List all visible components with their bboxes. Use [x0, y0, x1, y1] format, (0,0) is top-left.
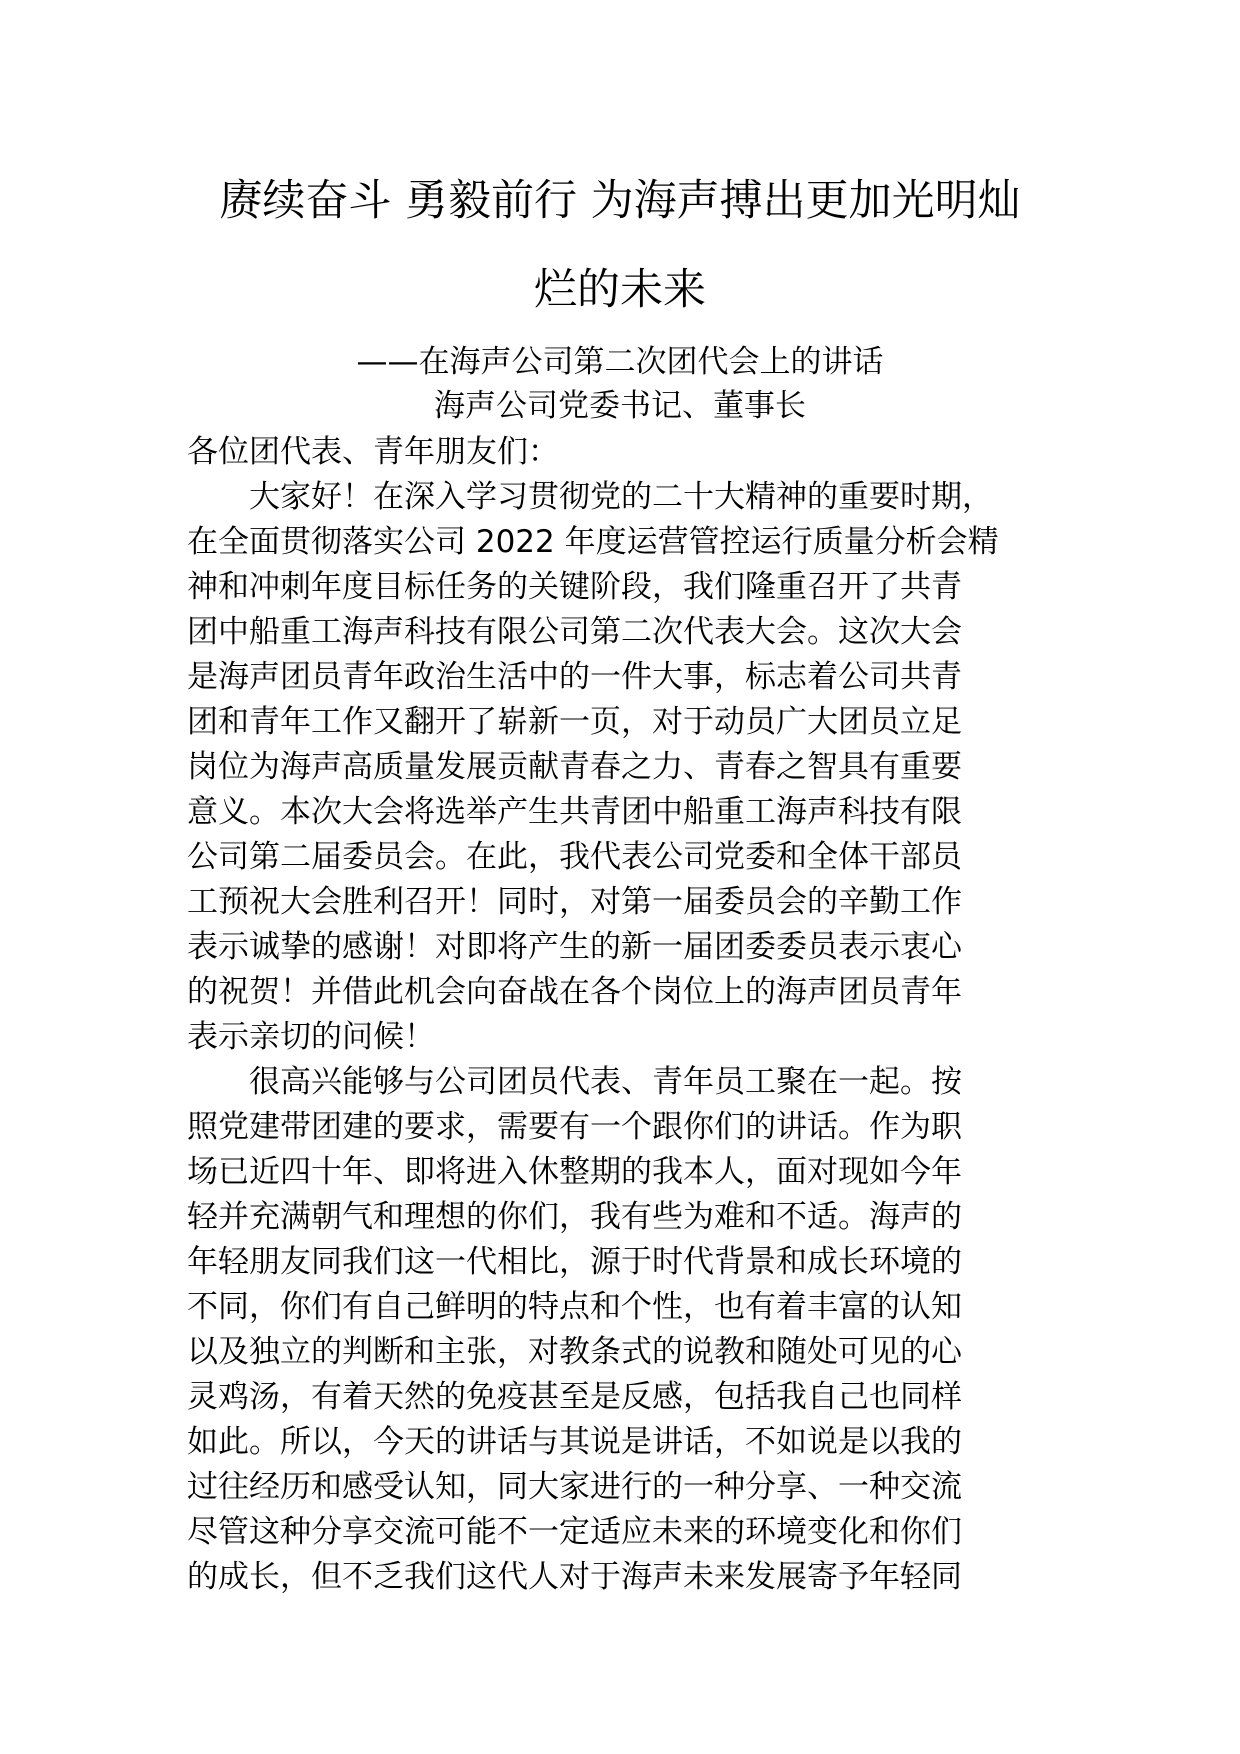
body-line: 岗位为海声高质量发展贡献青春之力、青春之智具有重要	[187, 749, 962, 785]
body-line: 以及独立的判断和主张，对教条式的说教和随处可见的心	[187, 1334, 962, 1370]
body-line: 照党建带团建的要求，需要有一个跟你们的讲话。作为职	[187, 1109, 962, 1145]
salutation: 各位团代表、青年朋友们：	[187, 434, 559, 470]
body-line: 表示亲切的问候！	[187, 1019, 435, 1055]
body-line: 意义。本次大会将选举产生共青团中船重工海声科技有限	[187, 794, 962, 830]
body-line: 表示诚挚的感谢！对即将产生的新一届团委委员表示衷心	[187, 929, 962, 965]
title-line-2: 烂的未来	[534, 265, 706, 315]
body-line: 在全面贯彻落实公司 2022 年度运营管控运行质量分析会精	[187, 524, 999, 560]
title-line-1: 赓续奋斗 勇毅前行 为海声搏出更加光明灿	[219, 176, 1021, 226]
body-line: 大家好！在深入学习贯彻党的二十大精神的重要时期，	[187, 479, 993, 515]
body-line: 很高兴能够与公司团员代表、青年员工聚在一起。按	[187, 1064, 962, 1100]
body-line: 团中船重工海声科技有限公司第二次代表大会。这次大会	[187, 614, 962, 650]
body-line: 场已近四十年、即将进入休整期的我本人，面对现如今年	[187, 1154, 962, 1190]
body-line: 不同，你们有自己鲜明的特点和个性，也有着丰富的认知	[187, 1289, 962, 1325]
body-line: 轻并充满朝气和理想的你们，我有些为难和不适。海声的	[187, 1199, 962, 1235]
body-line: 年轻朋友同我们这一代相比，源于时代背景和成长环境的	[187, 1244, 962, 1280]
body-line: 过往经历和感受认知，同大家进行的一种分享、一种交流	[187, 1469, 962, 1505]
body-line: 是海声团员青年政治生活中的一件大事，标志着公司共青	[187, 659, 962, 695]
body-line: 的成长，但不乏我们这代人对于海声未来发展寄予年轻同	[187, 1559, 962, 1595]
body-line: 神和冲刺年度目标任务的关键阶段，我们隆重召开了共青	[187, 569, 962, 605]
body-line: 灵鸡汤，有着天然的免疫甚至是反感，包括我自己也同样	[187, 1379, 962, 1415]
body-line: 团和青年工作又翻开了崭新一页，对于动员广大团员立足	[187, 704, 962, 740]
body-line: 如此。所以，今天的讲话与其说是讲话，不如说是以我的	[187, 1424, 962, 1460]
body-line: 尽管这种分享交流可能不一定适应未来的环境变化和你们	[187, 1514, 962, 1550]
speaker-line: 海声公司党委书记、董事长	[434, 388, 806, 424]
body-line: 工预祝大会胜利召开！同时，对第一届委员会的辛勤工作	[187, 884, 962, 920]
body-line: 的祝贺！并借此机会向奋战在各个岗位上的海声团员青年	[187, 974, 962, 1010]
subtitle: ——在海声公司第二次团代会上的讲话	[356, 344, 884, 380]
body-line: 公司第二届委员会。在此，我代表公司党委和全体干部员	[187, 839, 962, 875]
